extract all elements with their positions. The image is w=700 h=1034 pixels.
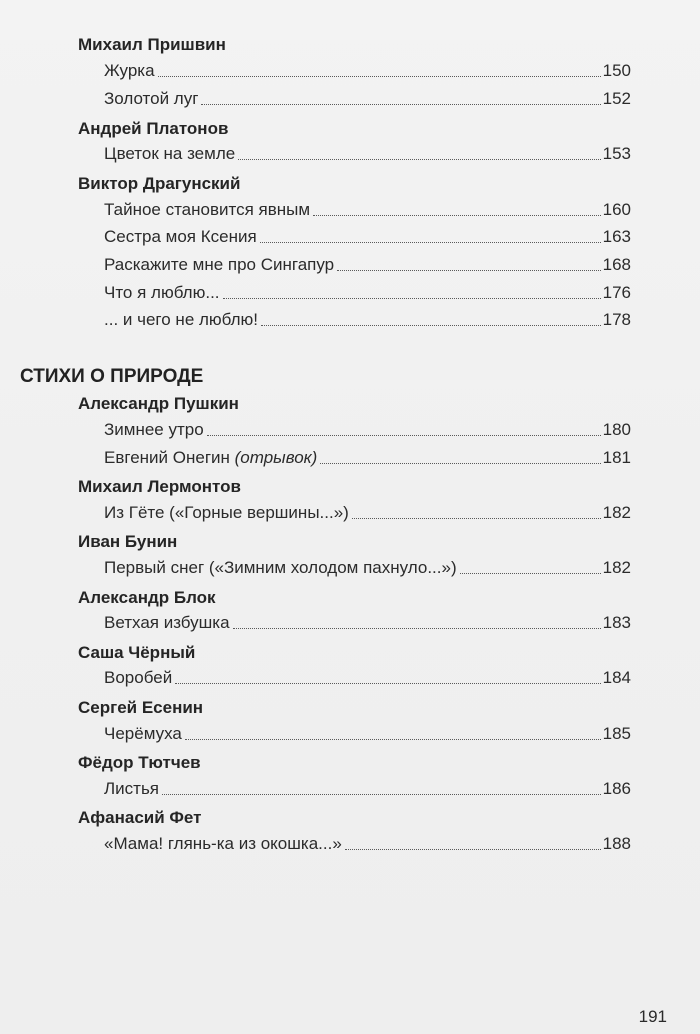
toc-entry[interactable] <box>104 418 631 442</box>
toc-entry-title: Воробей <box>104 668 173 687</box>
dot-leader <box>460 573 601 574</box>
dot-leader <box>201 104 600 105</box>
toc-author: Александр Пушкин <box>78 394 239 413</box>
toc-author: Иван Бунин <box>78 532 178 551</box>
toc-entry[interactable] <box>104 666 631 690</box>
toc-entry[interactable] <box>104 777 631 801</box>
toc-author: Михаил Лермонтов <box>78 477 241 496</box>
toc-entry[interactable] <box>104 87 631 111</box>
dot-leader <box>233 628 601 629</box>
toc-entry-title: Тайное становится явным <box>104 200 311 219</box>
dot-leader <box>345 849 601 850</box>
toc-entry[interactable] <box>104 281 631 305</box>
toc-entry-title: Из Гёте («Горные вершины...») <box>104 503 349 522</box>
toc-entry-page: 152 <box>602 89 631 108</box>
toc-entry-title: Зимнее утро <box>104 420 204 439</box>
toc-entry-title: Первый снег («Зимним холодом пахнуло...») <box>104 558 457 577</box>
toc-entry-title: Раскажите мне про Сингапур <box>104 255 335 274</box>
page-number: 191 <box>638 1007 667 1026</box>
toc-entry-title: Золотой луг <box>104 89 199 108</box>
toc-author: Афанасий Фет <box>78 808 202 827</box>
section-heading: СТИХИ О ПРИРОДЕ <box>20 366 204 387</box>
toc-author: Александр Блок <box>78 588 216 607</box>
toc-entry-page: 186 <box>602 779 631 798</box>
toc-author: Саша Чёрный <box>78 643 196 662</box>
toc-entry[interactable] <box>104 446 631 470</box>
dot-leader <box>223 298 601 299</box>
toc-entry-page: 183 <box>602 613 631 632</box>
dot-leader <box>352 518 601 519</box>
toc-author: Фёдор Тютчев <box>78 753 201 772</box>
dot-leader <box>320 463 600 464</box>
toc-entry-page: 181 <box>602 448 631 467</box>
toc-entry[interactable] <box>104 59 631 83</box>
dot-leader <box>175 683 600 684</box>
dot-leader <box>261 325 601 326</box>
toc-entry[interactable] <box>104 253 631 277</box>
toc-entry-title <box>104 446 317 470</box>
toc-entry-title: Листья <box>104 779 160 798</box>
toc-entry-title: Цветок на земле <box>104 144 236 163</box>
toc-entry[interactable] <box>104 556 631 580</box>
toc-entry[interactable] <box>104 225 631 249</box>
toc-entry-page: 182 <box>602 503 631 522</box>
toc-entry-page: 160 <box>602 200 631 219</box>
toc-entry-page: 185 <box>602 724 631 743</box>
toc-author: Андрей Платонов <box>78 119 229 138</box>
toc-entry-page: 188 <box>602 834 631 853</box>
dot-leader <box>337 270 600 271</box>
toc-entry[interactable] <box>104 142 631 166</box>
toc-entry-note: (отрывок) <box>234 448 318 467</box>
toc-entry-page: 184 <box>602 668 631 687</box>
toc-entry-title: Ветхая избушка <box>104 613 230 632</box>
toc-entry-title: Черёмуха <box>104 724 182 743</box>
toc-entry-page: 168 <box>602 255 631 274</box>
toc-entry[interactable] <box>104 611 631 635</box>
toc-author: Сергей Есенин <box>78 698 204 717</box>
toc-entry-page: 182 <box>602 558 631 577</box>
toc-entry[interactable] <box>104 501 631 525</box>
toc-entry[interactable] <box>104 832 631 856</box>
toc-author: Михаил Пришвин <box>78 35 226 54</box>
toc-author: Виктор Драгунский <box>78 174 241 193</box>
dot-leader <box>158 76 601 77</box>
toc-entry-title: Сестра моя Ксения <box>104 227 257 246</box>
toc-entry-page: 163 <box>602 227 631 246</box>
toc-entry-title: Журка <box>104 61 155 80</box>
dot-leader <box>207 435 601 436</box>
toc-entry-title: ... и чего не люблю! <box>104 310 259 329</box>
toc-entry-page: 180 <box>602 420 631 439</box>
dot-leader <box>260 242 601 243</box>
toc-entry[interactable] <box>104 308 631 332</box>
toc-entry-page: 176 <box>602 283 631 302</box>
dot-leader <box>238 159 600 160</box>
toc-entry-title: Что я люблю... <box>104 283 220 302</box>
toc-entry-page: 150 <box>602 61 631 80</box>
toc-entry-page: 178 <box>602 310 631 329</box>
dot-leader <box>162 794 601 795</box>
toc-entry-page: 153 <box>602 144 631 163</box>
dot-leader <box>185 739 601 740</box>
dot-leader <box>313 215 601 216</box>
toc-entry-title-text: Евгений Онегин <box>104 448 230 467</box>
toc-entry[interactable] <box>104 722 631 746</box>
toc-entry[interactable] <box>104 198 631 222</box>
toc-entry-title: «Мама! глянь-ка из окошка...» <box>104 834 342 853</box>
